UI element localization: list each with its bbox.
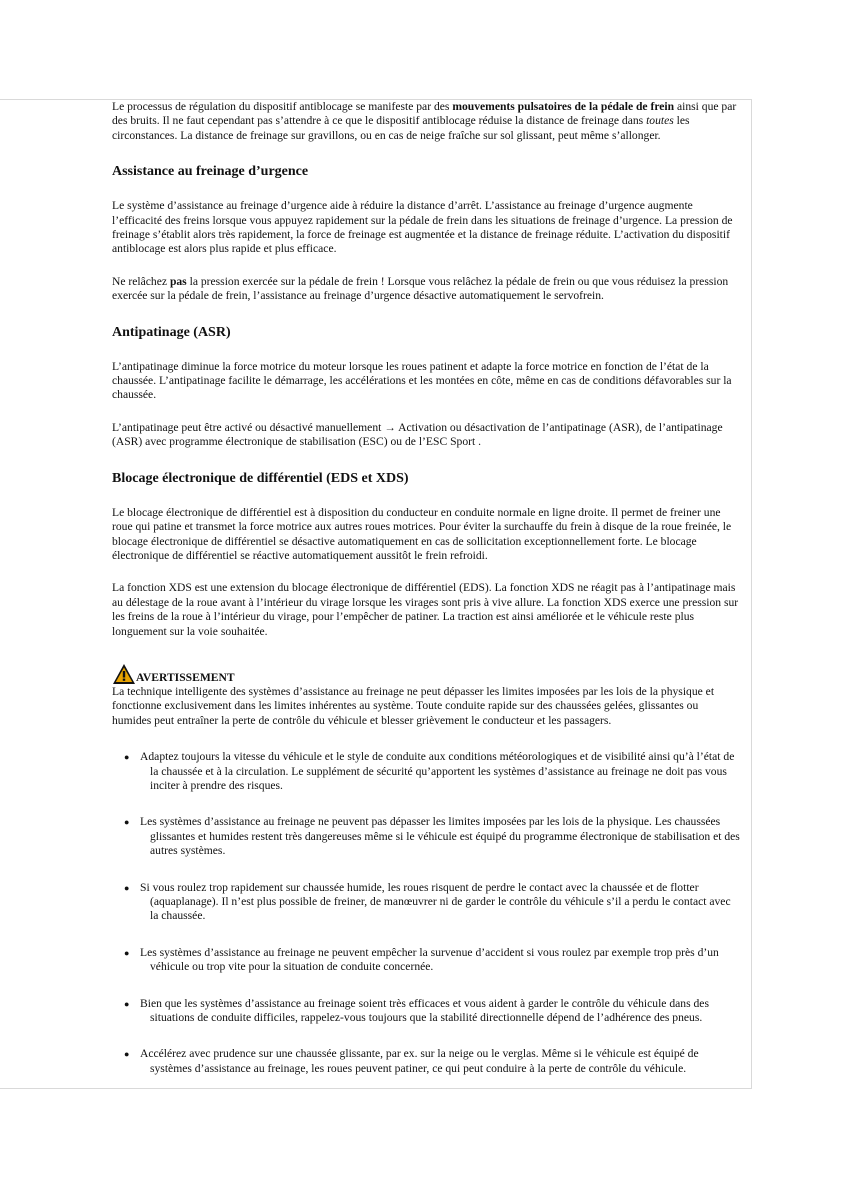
warning-text: La technique intelligente des systèmes d’assistance au freinage ne peut dépasser les limites imposées par les lois de la physique et fonctionne exclusivement dans les limites inhérentes au système. Toute conduite rapide sur des chaussées gelées, glissantes ou humides peut entraîner la perte de contrôle du véhicule et blesser grièvement le conducteur et les passagers. bbox=[112, 684, 715, 727]
assist2-text-a: Ne relâchez bbox=[112, 274, 170, 288]
heading-emergency-brake-assist: Assistance au freinage d’urgence bbox=[112, 164, 309, 180]
document-body bbox=[112, 100, 740, 1098]
list-item: ● Si vous roulez trop rapidement sur chaussée humide, les roues risquent de perdre le contact avec la chaussée et de flotter (aquaplanage). Il n’est plus possible de freiner, de manœuvrer ni de garder le contrôle du véhicule s’il a perdu le contact avec la chaussée. bbox=[112, 881, 740, 924]
list-item: ● Adaptez toujours la vitesse du véhicule et le style de conduite aux conditions météorologiques et de visibilité ainsi qu’à l’état de la chaussée et à la circulation. Le supplément de sécurité qu’apportent les systèmes d’assistance au freinage ne doit pas vous inciter à prendre des risques. bbox=[112, 750, 740, 793]
assist2-text-bold: pas bbox=[169, 274, 187, 288]
assist-paragraph-1: Le système d’assistance au freinage d’urgence aide à réduire la distance d’arrêt. L’assistance au freinage d’urgence augmente l’efficacité des freins lorsque vous appuyez rapidement sur la pédale de frein dans les situations de freinage d’urgence. La pression de freinage s’établit alors très rapidement, la force de freinage est augmentée et la distance de freinage réduite. L’activation du dispositif antiblocage est alors plus rapide et plus efficace. bbox=[112, 199, 733, 256]
heading-eds-xds: Blocage électronique de différentiel (EDS et XDS) bbox=[112, 470, 409, 486]
eds-paragraph-1: Le blocage électronique de différentiel est à disposition du conducteur en conduite normale en ligne droite. Il permet de freiner une roue qui patine et transmet la force motrice aux autres roues motrices. Pour éviter la surchauffe du frein à disque de la roue freinée, le blocage électronique de différentiel se désactive automatiquement en cas de sollicitation exceptionnellement forte. Le blocage électronique de différentiel se réactive automatiquement aussitôt le frein refroidi. bbox=[112, 505, 732, 562]
warning-label: AVERTISSEMENT bbox=[136, 670, 235, 684]
intro-text-e: les circonstances. La distance de freinage sur gravillons, ou en cas de neige fraîche sur sol glissant, peut même s’allonger. bbox=[112, 114, 690, 142]
intro-text-a: Le processus de régulation du dispositif antiblocage se manifeste par des bbox=[112, 100, 453, 113]
intro-paragraph bbox=[112, 100, 740, 143]
list-item: ● Bien que les systèmes d’assistance au freinage soient très efficaces et vous aident à garder le contrôle du véhicule dans des situations de conduite difficiles, rappelez-vous toujours que la stabilité directionnelle dépend de l’adhérence des pneus. bbox=[112, 997, 740, 1026]
list-item: ● Les systèmes d’assistance au freinage ne peuvent pas dépasser les limites imposées par les lois de la physique. Les chaussées glissantes et humides restent très dangereuses même si le véhicule est équipé du programme électronique de stabilisation et des autres systèmes. bbox=[112, 815, 740, 858]
eds-paragraph-2: La fonction XDS est une extension du blocage électronique de différentiel (EDS). La fonction XDS ne réagit pas à l’antipatinage mais au délestage de la roue avant à l’intérieur du virage lorsque les virages sont pris à vive allure. La fonction XDS exerce une pression sur les freins de la roue à l’intérieur du virage, pour l’empêcher de patiner. La traction est ainsi améliorée et le véhicule reste plus longuement sur la voie souhaitée. bbox=[112, 581, 739, 638]
intro-text-bold: mouvements pulsatoires de la pédale de frein bbox=[452, 100, 675, 113]
list-item: ● Les systèmes d’assistance au freinage ne peuvent empêcher la survenue d’accident si vous roulez par exemple trop près d’un véhicule ou trop vite pour la situation de conduite concernée. bbox=[112, 946, 740, 975]
warning-triangle-icon bbox=[112, 663, 136, 685]
assist2-text-c: la pression exercée sur la pédale de frein ! Lorsque vous relâchez la pédale de frein ou que vous réduisez la pression exercée sur la pédale de frein, l’assistance au freinage d’urgence désactive automatiquement le servofrein. bbox=[112, 274, 729, 303]
warning-header bbox=[112, 661, 740, 685]
intro-text-italic: toutes bbox=[646, 114, 674, 128]
heading-asr: Antipatinage (ASR) bbox=[112, 324, 231, 340]
asr-paragraph-2: L’antipatinage peut être activé ou désactivé manuellement → Activation ou désactivation de l’antipatinage (ASR), de l’antipatinage (ASR) avec programme électronique de stabilisation (ESC) ou de l’ESC Sport . bbox=[112, 420, 723, 449]
intro-text-c: ainsi que par des bruits. Il ne faut cependant pas s’attendre à ce que le dispositif antiblocage réduise la distance de freinage dans bbox=[112, 100, 737, 128]
assist-paragraph-2 bbox=[112, 275, 740, 304]
list-item: ● Accélérez avec prudence sur une chaussée glissante, par ex. sur la neige ou le verglas. Même si le véhicule est équipé de systèmes d’assistance au freinage, les roues peuvent patiner, ce qui peut conduire à la perte de contrôle du véhicule. bbox=[112, 1047, 740, 1076]
asr-paragraph-1: L’antipatinage diminue la force motrice du moteur lorsque les roues patinent et adapte la force motrice en fonction de l’état de la chaussée. L’antipatinage facilite le démarrage, les accélérations et les montées en côte, même en cas de conditions défavorables sur la chaussée. bbox=[112, 359, 732, 402]
warning-list bbox=[112, 750, 740, 1076]
